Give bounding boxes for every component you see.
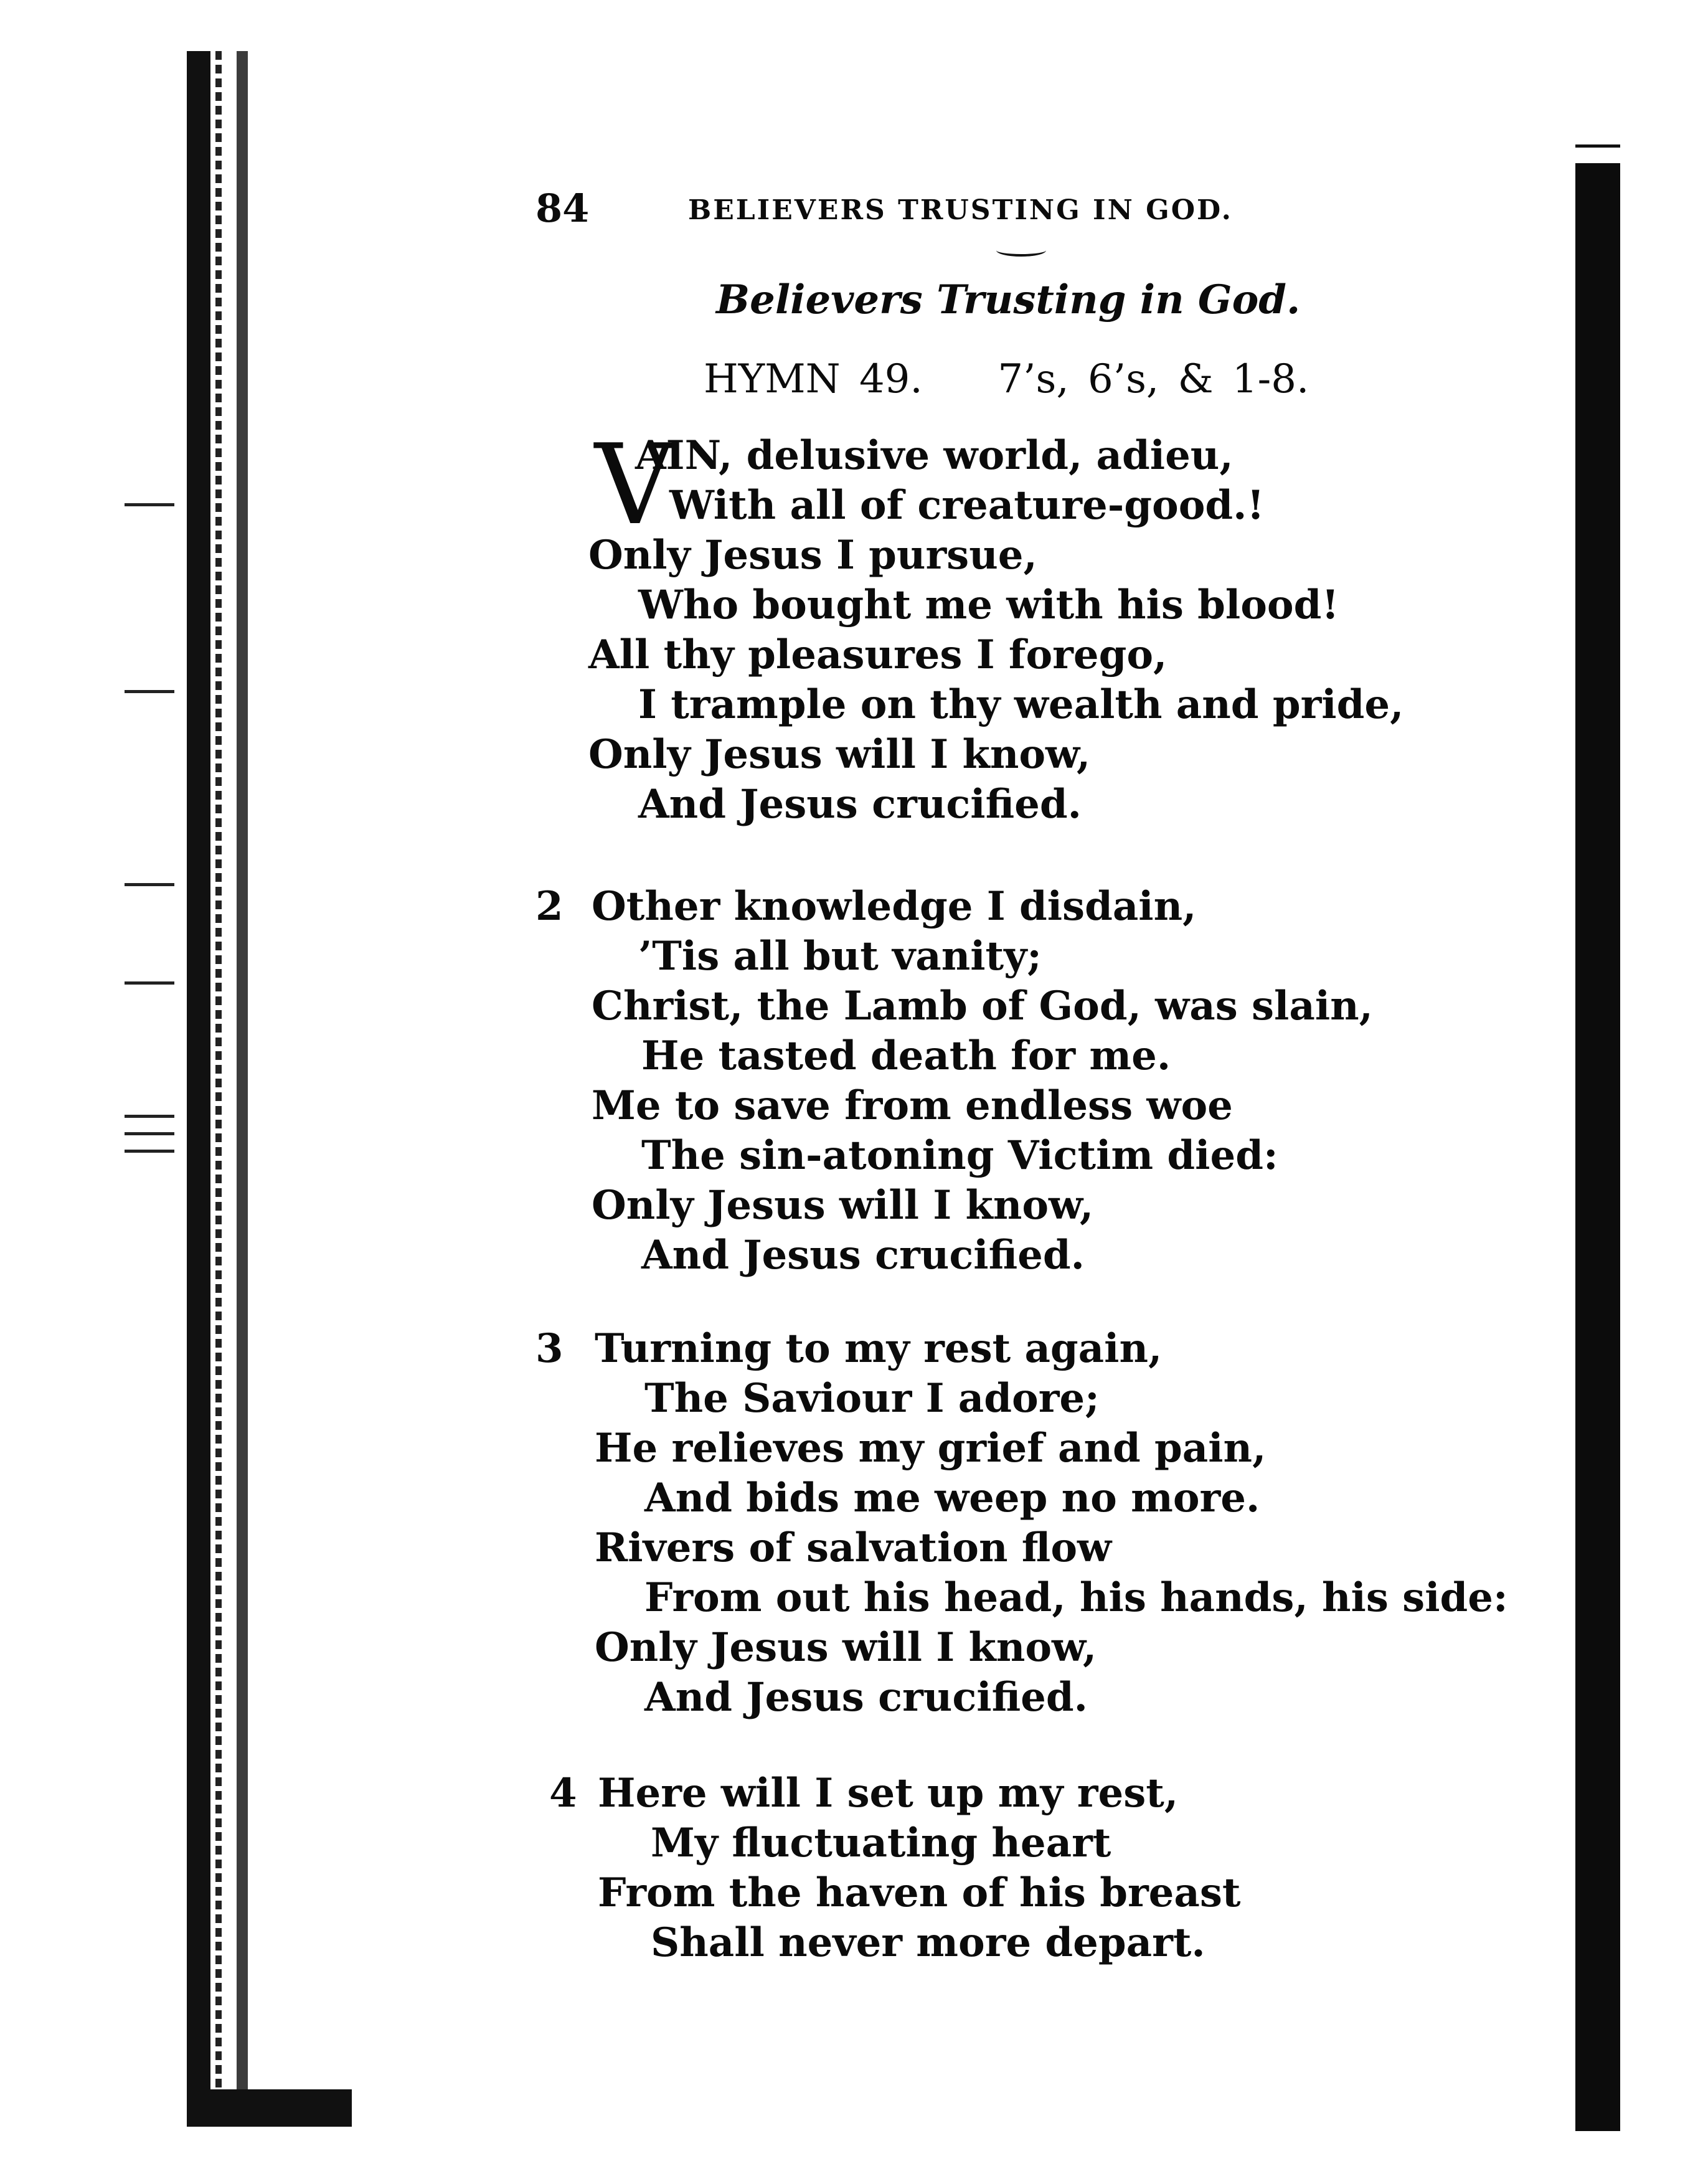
margin-mark: [125, 1132, 174, 1135]
verse-line: The Saviour I adore;: [644, 1375, 1100, 1422]
hymn-meter: 7’s, 6’s, & 1-8.: [998, 356, 1309, 402]
verse-line: Rivers of salvation flow: [595, 1525, 1112, 1571]
verse-line: Me to save from endless woe: [592, 1082, 1233, 1129]
page-number: 84: [535, 186, 590, 231]
verse-line: From out his head, his hands, his side:: [644, 1574, 1508, 1621]
spine-foot-shadow: [187, 2089, 352, 2127]
stanza-number: 4: [549, 1770, 577, 1817]
margin-mark: [125, 690, 174, 693]
verse-line: My fluctuating heart: [651, 1820, 1111, 1866]
edge-mark: [1575, 144, 1620, 148]
hymn-heading: [704, 356, 1309, 402]
verse-line: He relieves my grief and pain,: [595, 1425, 1267, 1472]
verse-line: Only Jesus will I know,: [592, 1182, 1094, 1229]
verse-line: Other knowledge I disdain,: [592, 883, 1197, 930]
page-edge-shadow: [1575, 163, 1620, 2131]
verse-line: I trample on thy wealth and pride,: [638, 681, 1404, 728]
verse-line: ’Tis all but vanity;: [638, 933, 1042, 980]
verse-line: Only Jesus will I know,: [588, 731, 1091, 778]
verse-line: Only Jesus I pursue,: [588, 532, 1037, 579]
verse-line: And bids me weep no more.: [644, 1475, 1260, 1521]
drop-cap: V: [595, 420, 675, 549]
section-title: Believers Trusting in God.: [716, 277, 1301, 323]
hymn-label: HYMN 49.: [704, 356, 923, 402]
running-head-title: BELIEVERS TRUSTING IN GOD.: [688, 194, 1233, 226]
margin-mark: [125, 981, 174, 985]
verse-line: All thy pleasures I forego,: [588, 631, 1168, 678]
verse-line: Who bought me with his blood!: [638, 582, 1339, 628]
verse-line: And Jesus crucified.: [638, 781, 1082, 828]
verse-line: Turning to my rest again,: [595, 1325, 1163, 1372]
verse-line: With all of creature-good.!: [669, 482, 1265, 529]
stanza-number: 3: [535, 1325, 564, 1372]
margin-mark: [125, 883, 174, 886]
verse-line: And Jesus crucified.: [641, 1232, 1085, 1279]
verse-line: He tasted death for me.: [641, 1033, 1171, 1079]
verse-line: And Jesus crucified.: [644, 1674, 1088, 1721]
book-spine-shadow: [187, 51, 255, 2125]
verse-line: The sin-atoning Victim died:: [641, 1132, 1278, 1179]
margin-mark: [125, 503, 174, 506]
verse-line: Shall never more depart.: [651, 1919, 1205, 1966]
verse-line: Here will I set up my rest,: [598, 1770, 1179, 1817]
verse-line: From the haven of his breast: [598, 1870, 1241, 1916]
verse-line: Christ, the Lamb of God, was slain,: [592, 983, 1373, 1029]
verse-line: Only Jesus will I know,: [595, 1624, 1097, 1671]
stanza-number: 2: [535, 883, 564, 930]
margin-mark: [125, 1115, 174, 1118]
margin-mark: [125, 1150, 174, 1153]
verse-line: AIN, delusive world, adieu,: [635, 432, 1234, 479]
ornament-mark: [996, 244, 1046, 257]
running-head: [535, 186, 1314, 235]
